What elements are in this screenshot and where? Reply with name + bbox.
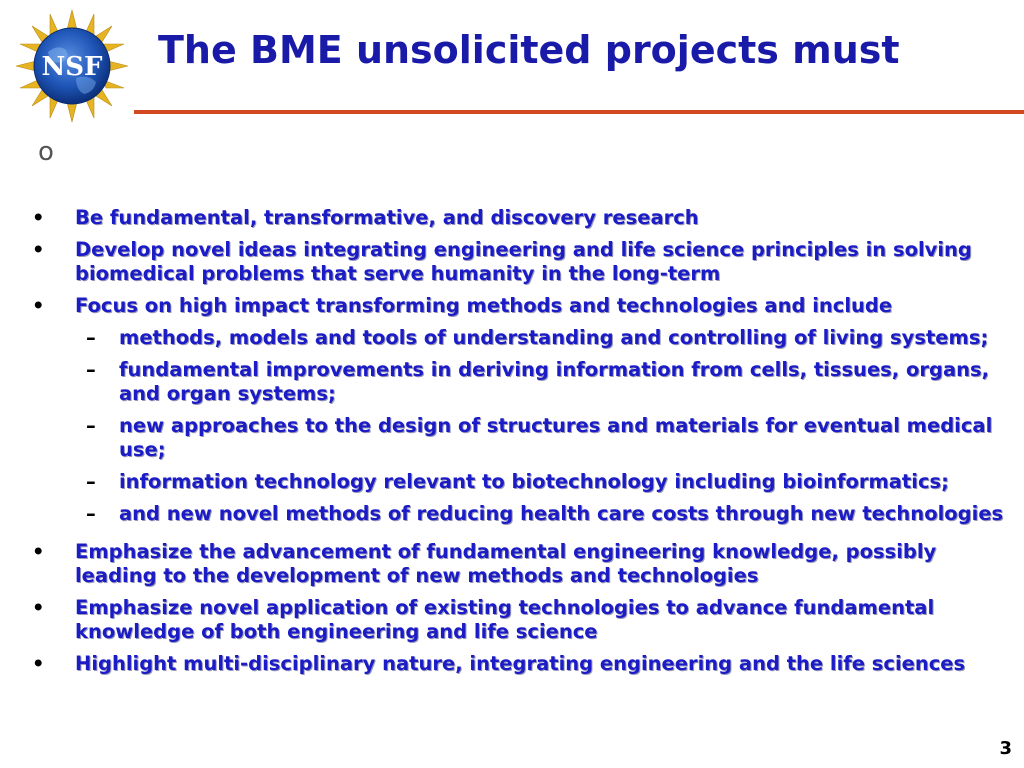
bullet-dot: • xyxy=(32,652,45,675)
bullet-dot: • xyxy=(32,540,45,563)
sub-bullet-item xyxy=(32,470,1012,494)
bullet-item xyxy=(32,540,1012,588)
sub-bullet-item xyxy=(32,358,1012,406)
bullet-item xyxy=(32,596,1012,644)
placeholder-marker: o xyxy=(38,137,54,167)
sub-bullet-dash: – xyxy=(86,326,96,349)
bullet-item xyxy=(32,652,1012,676)
bullet-item xyxy=(32,206,1012,230)
bullet-dot: • xyxy=(32,596,45,619)
sub-bullet-text: and new novel methods of reducing health care costs through new technologies xyxy=(119,502,1004,525)
bullet-text: Emphasize novel application of existing technologies to advance fundamental knowledge of both engineering and life science xyxy=(75,596,935,643)
sub-bullet-dash: – xyxy=(86,414,96,437)
bullet-dot: • xyxy=(32,238,45,261)
bullet-dot: • xyxy=(32,206,45,229)
bullet-item xyxy=(32,238,1012,286)
bullet-text: Be fundamental, transformative, and discovery research xyxy=(75,206,699,229)
sub-bullet-text: information technology relevant to biotechnology including bioinformatics; xyxy=(119,470,949,493)
sub-bullet-item xyxy=(32,414,1012,462)
sub-bullet-text: new approaches to the design of structures and materials for eventual medical use; xyxy=(119,414,993,461)
bullet-text: Focus on high impact transforming methods and technologies and include xyxy=(75,294,893,317)
nsf-logo xyxy=(14,8,130,124)
sub-bullet-dash: – xyxy=(86,358,96,381)
sub-bullet-item xyxy=(32,326,1012,350)
slide-title: The BME unsolicited projects must xyxy=(158,28,900,72)
bullet-item xyxy=(32,294,1012,318)
sub-bullet-dash: – xyxy=(86,470,96,493)
sub-bullet-dash: – xyxy=(86,502,96,525)
bullet-text: Develop novel ideas integrating engineering and life science principles in solving biomedical problems that serve humanity in the long-term xyxy=(75,238,972,285)
bullet-text: Emphasize the advancement of fundamental engineering knowledge, possibly leading to the development of new methods and technologies xyxy=(75,540,937,587)
bullet-dot: • xyxy=(32,294,45,317)
page-number: 3 xyxy=(999,738,1012,759)
sub-bullet-text: fundamental improvements in deriving information from cells, tissues, organs, and organ systems; xyxy=(119,358,989,405)
bullet-text: Highlight multi-disciplinary nature, integrating engineering and the life sciences xyxy=(75,652,966,675)
sub-bullet-item xyxy=(32,502,1012,526)
sub-bullet-text: methods, models and tools of understanding and controlling of living systems; xyxy=(119,326,989,349)
title-divider xyxy=(134,110,1024,114)
slide-body xyxy=(32,206,1012,684)
svg-text:NSF: NSF xyxy=(41,52,103,82)
